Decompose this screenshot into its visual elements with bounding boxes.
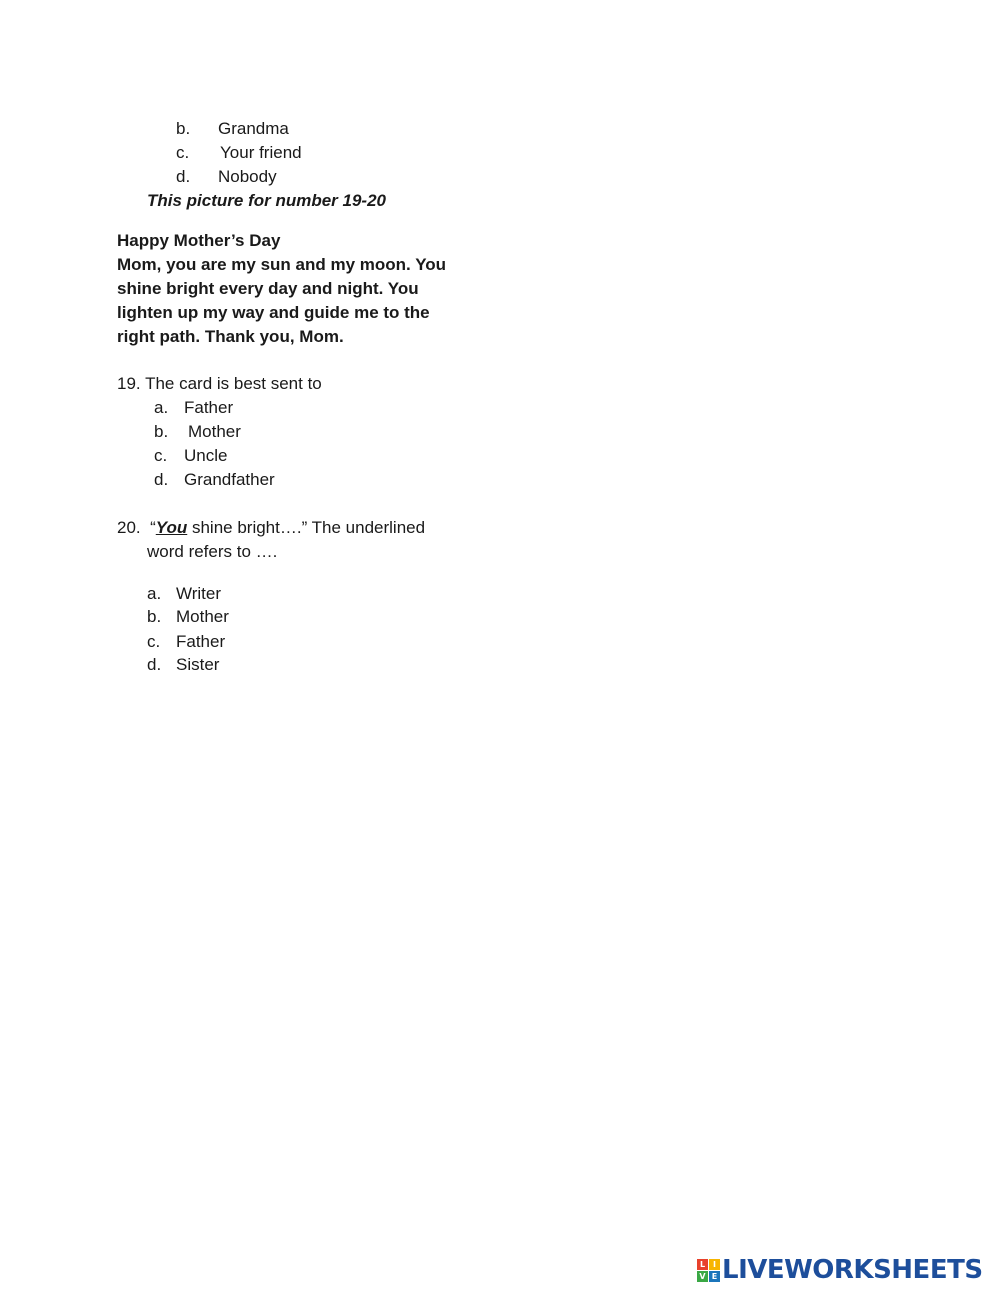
question-number: 20.: [117, 518, 141, 537]
option-text: Writer: [176, 584, 222, 603]
logo-text: LIVEWORKSHEETS: [722, 1255, 983, 1285]
option-text: Sister: [176, 655, 220, 674]
option-text: Uncle: [184, 446, 228, 465]
option-letter: b.: [176, 119, 191, 138]
logo-blocks-icon: [697, 1259, 720, 1282]
card-line: lighten up my way and guide me to the: [117, 303, 430, 322]
option-letter: c.: [154, 446, 168, 465]
option-text: Father: [184, 398, 234, 417]
option-letter: a.: [154, 398, 169, 417]
logo-block: E: [709, 1271, 720, 1282]
question-text: shine bright….” The underlined: [187, 518, 426, 537]
quote-open: “: [150, 518, 156, 537]
option-letter: c.: [176, 143, 190, 162]
card-line: shine bright every day and night. You: [117, 279, 419, 298]
liveworksheets-logo: [697, 1255, 983, 1285]
option-text: Father: [176, 632, 226, 651]
card-title: Happy Mother’s Day: [117, 231, 281, 250]
logo-block: V: [697, 1271, 708, 1282]
picture-note: This picture for number 19-20: [147, 191, 386, 210]
option-letter: c.: [147, 632, 161, 651]
card-line: right path. Thank you, Mom.: [117, 327, 344, 346]
option-letter: a.: [147, 584, 162, 603]
option-text: Nobody: [218, 167, 277, 186]
underlined-word: You: [155, 518, 188, 537]
option-text: Mother: [188, 422, 241, 441]
option-letter: b.: [147, 607, 162, 626]
option-text: Grandfather: [184, 470, 275, 489]
option-letter: d.: [154, 470, 169, 489]
option-text: Grandma: [218, 119, 289, 138]
option-letter: d.: [176, 167, 191, 186]
option-letter: b.: [154, 422, 169, 441]
option-text: Your friend: [220, 143, 302, 162]
logo-block: L: [697, 1259, 708, 1270]
question-number: 19.: [117, 374, 141, 393]
question-19: [117, 372, 322, 396]
logo-block: I: [709, 1259, 720, 1270]
question-text-line2: word refers to ….: [147, 542, 278, 561]
option-letter: d.: [147, 655, 162, 674]
question-20: [117, 516, 425, 540]
card-line: Mom, you are my sun and my moon. You: [117, 255, 447, 274]
option-text: Mother: [176, 607, 229, 626]
question-text: The card is best sent to: [145, 374, 322, 393]
